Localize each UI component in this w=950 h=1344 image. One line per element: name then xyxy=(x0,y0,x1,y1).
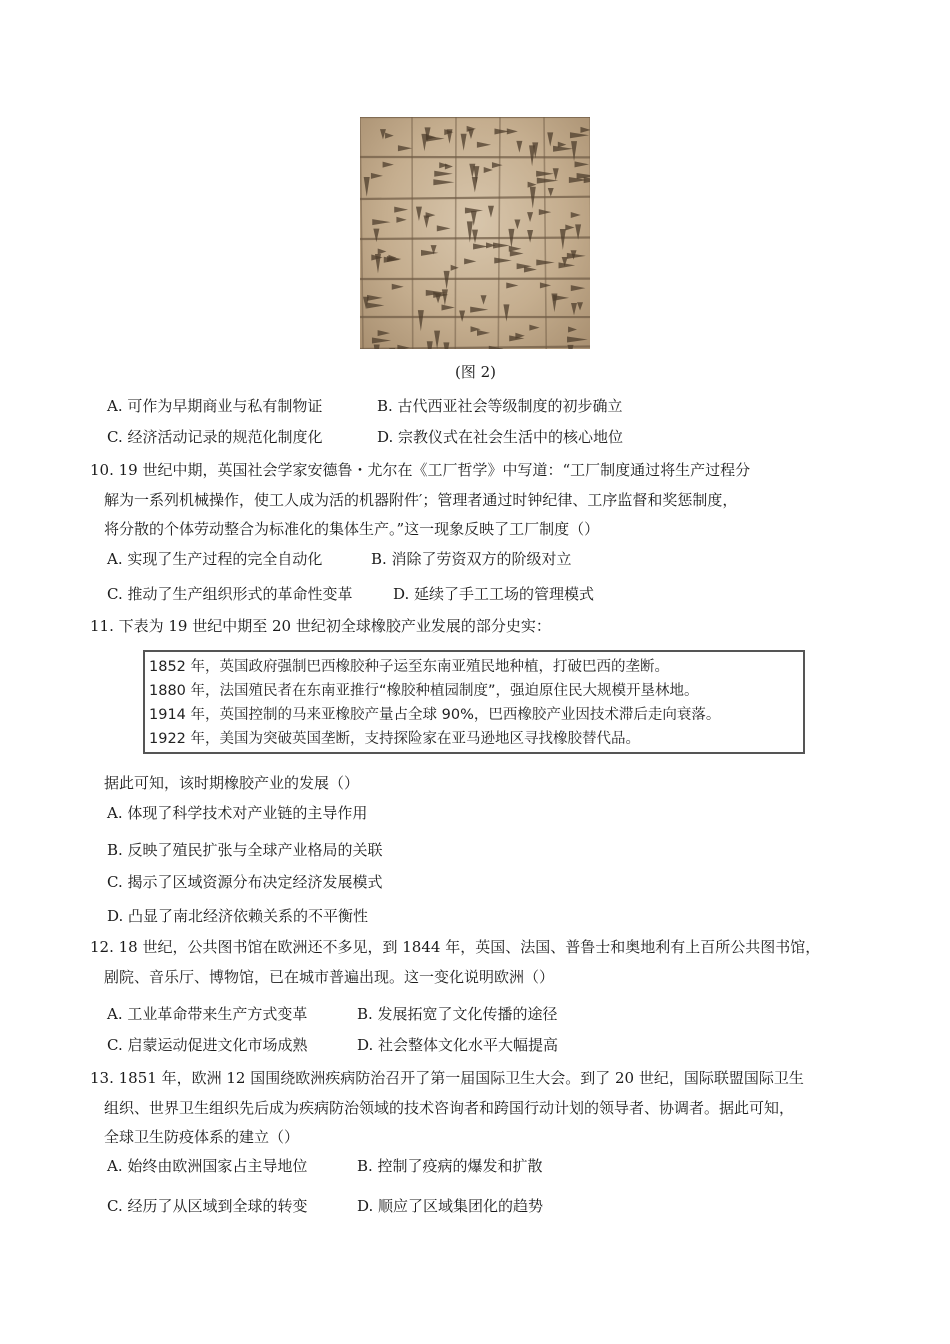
q12-option-b: B. 发展拓宽了文化传播的途径 xyxy=(357,1005,558,1023)
q12-option-c: C. 启蒙运动促进文化市场成熟 xyxy=(107,1036,308,1054)
cuneiform-wedge xyxy=(477,142,491,148)
q13-option-a: A. 始终由欧洲国家占主导地位 xyxy=(107,1157,308,1175)
q12-stem-line2: 剧院、音乐厅、博物馆，已在城市普遍出现。这一变化说明欧洲（） xyxy=(104,968,555,986)
q10-option-d: D. 延续了手工工场的管理模式 xyxy=(393,585,595,603)
cuneiform-wedge xyxy=(494,257,512,263)
cuneiform-wedge xyxy=(472,230,478,244)
cuneiform-wedge xyxy=(527,212,533,222)
cuneiform-wedge xyxy=(514,219,520,229)
q13-stem-line2: 组织、世界卫生组织先后成为疾病防治领域的技术咨询者和跨国行动计划的领导者、协调者。据此可知， xyxy=(104,1099,795,1117)
tablet-column-line xyxy=(455,117,456,349)
tablet-rule-line xyxy=(360,197,590,199)
cuneiform-wedge xyxy=(396,217,406,223)
tablet-column-line xyxy=(498,117,500,349)
cuneiform-wedge xyxy=(568,345,574,349)
tablet-column-line xyxy=(412,117,413,349)
q11-option-a: A. 体现了科学技术对产业链的主导作用 xyxy=(107,804,368,822)
cuneiform-wedge xyxy=(434,331,440,349)
cuneiform-wedge xyxy=(568,326,577,332)
cuneiform-wedge xyxy=(570,132,589,138)
cuneiform-wedge xyxy=(433,179,454,185)
q13-option-d: D. 顺应了区域集团化的趋势 xyxy=(357,1197,544,1215)
q11-stem-line2: 据此可知，该时期橡胶产业的发展（） xyxy=(104,774,360,792)
cuneiform-wedge xyxy=(580,127,590,133)
q13-option-c: C. 经历了从区域到全球的转变 xyxy=(107,1197,308,1215)
cuneiform-wedge xyxy=(503,304,509,321)
cuneiform-wedge xyxy=(461,134,467,151)
cuneiform-wedge xyxy=(558,142,567,148)
cuneiform-wedge xyxy=(372,338,391,344)
cuneiform-wedge xyxy=(548,188,554,196)
q12-stem-line1: 12. 18 世纪，公共图书馆在欧洲还不多见，到 1844 年，英国、法国、普鲁士和奥地利有上百所公共图书馆， xyxy=(90,938,821,956)
cuneiform-wedge xyxy=(380,129,386,139)
cuneiform-wedge xyxy=(571,212,581,218)
cuneiform-wedge xyxy=(392,284,404,290)
q11-stem-line1: 11. 下表为 19 世纪中期至 20 世纪初全球橡胶产业发展的部分史实： xyxy=(90,617,551,635)
cuneiform-wedge xyxy=(477,330,490,336)
cuneiform-wedge xyxy=(551,293,557,312)
q10-stem-line2: 解为一系列机械操作，使工人成为活的机器附件′；管理者通过时钟纪律、工序监督和奖惩制度， xyxy=(104,491,738,509)
cuneiform-wedge xyxy=(371,173,383,179)
q10-stem-line3: 将分散的个体劳动整合为标准化的集体生产。”这一现象反映了工厂制度（） xyxy=(104,520,600,538)
q10-option-c: C. 推动了生产组织形式的革命性变革 xyxy=(107,585,353,603)
cuneiform-wedge xyxy=(493,243,510,249)
cuneiform-wedge xyxy=(528,182,537,188)
cuneiform-wedge xyxy=(567,336,588,342)
cuneiform-wedge xyxy=(442,289,448,305)
cuneiform-wedge xyxy=(571,303,577,315)
q10-option-a: A. 实现了生产过程的完全自动化 xyxy=(107,550,323,568)
cuneiform-wedge xyxy=(373,229,379,243)
cuneiform-wedge xyxy=(567,253,586,259)
q9-option-a: A. 可作为早期商业与私有制物证 xyxy=(107,397,323,415)
cuneiform-wedge xyxy=(524,267,537,273)
cuneiform-wedge xyxy=(426,136,445,142)
cuneiform-wedge xyxy=(367,302,385,308)
q13-option-b: B. 控制了疫病的爆发和扩散 xyxy=(357,1157,543,1175)
cuneiform-wedge xyxy=(385,133,394,139)
rubber-history-table xyxy=(143,650,805,754)
table-row: 1922 年，美国为突破英国垄断，支持探险家在亚马逊地区寻找橡胶替代品。 xyxy=(149,731,641,747)
cuneiform-wedge xyxy=(398,145,412,151)
cuneiform-wedge xyxy=(577,302,583,310)
cuneiform-wedge xyxy=(484,167,493,173)
q9-option-d: D. 宗教仪式在社会生活中的核心地位 xyxy=(377,428,624,446)
cuneiform-wedge xyxy=(372,219,390,225)
tablet-column-line xyxy=(544,117,546,349)
cuneiform-wedge xyxy=(446,129,452,144)
cuneiform-wedge xyxy=(416,207,422,221)
cuneiform-glyphs xyxy=(360,117,590,349)
cuneiform-wedge xyxy=(553,168,559,180)
cuneiform-wedge xyxy=(571,285,586,291)
cuneiform-wedge xyxy=(389,348,395,349)
cuneiform-wedge xyxy=(547,132,553,146)
cuneiform-wedge xyxy=(529,325,539,331)
cuneiform-wedge xyxy=(565,224,574,230)
tablet-column-line xyxy=(360,117,363,349)
cuneiform-wedge xyxy=(510,251,524,257)
cuneiform-wedge xyxy=(481,295,487,304)
cuneiform-wedge xyxy=(468,129,474,139)
cuneiform-wedge xyxy=(516,141,522,153)
figure-caption: (图 2) xyxy=(455,363,497,381)
cuneiform-wedge xyxy=(418,310,424,331)
cuneiform-wedge xyxy=(451,265,459,271)
cuneiform-wedge xyxy=(383,162,394,168)
cuneiform-wedge xyxy=(394,207,408,213)
cuneiform-wedge xyxy=(470,307,488,313)
cuneiform-wedge xyxy=(464,258,476,264)
cuneiform-wedge xyxy=(560,229,566,250)
cuneiform-wedge xyxy=(584,177,590,183)
table-row: 1914 年，英国控制的马来亚橡胶产量占全球 90%，巴西橡胶产业因技术滞后走向衰落。 xyxy=(149,707,721,723)
q10-stem-line1: 10. 19 世纪中期，英国社会学家安德鲁・尤尔在《工厂哲学》中写道：“工厂制度通过将生产过程分 xyxy=(90,461,751,479)
cuneiform-wedge xyxy=(575,161,590,167)
q12-option-d: D. 社会整体文化水平大幅提高 xyxy=(357,1036,559,1054)
cuneiform-wedge xyxy=(367,295,383,301)
q13-stem-line1: 13. 1851 年，欧洲 12 国围绕欧洲疾病防治召开了第一届国际卫生大会。到了 20 世纪，国际联盟国际卫生 xyxy=(90,1069,804,1087)
cuneiform-wedge xyxy=(378,330,390,336)
cuneiform-wedge xyxy=(426,212,436,218)
q10-option-b: B. 消除了劳资双方的阶级对立 xyxy=(371,550,572,568)
cuneiform-wedge xyxy=(441,305,454,311)
cuneiform-wedge xyxy=(559,262,576,268)
q11-option-c: C. 揭示了区域资源分布决定经济发展模式 xyxy=(107,873,383,891)
cuneiform-wedge xyxy=(527,230,533,243)
cuneiform-wedge xyxy=(473,243,488,249)
q12-option-a: A. 工业革命带来生产方式变革 xyxy=(107,1005,308,1023)
q9-option-b: B. 古代西亚社会等级制度的初步确立 xyxy=(377,397,623,415)
cuneiform-wedge xyxy=(378,248,387,254)
cuneiform-wedge xyxy=(537,178,559,184)
cuneiform-wedge xyxy=(492,162,503,168)
cuneiform-tablet-image xyxy=(360,117,590,349)
cuneiform-wedge xyxy=(488,206,494,218)
cuneiform-wedge xyxy=(421,250,438,256)
cuneiform-wedge xyxy=(467,221,473,242)
cuneiform-wedge xyxy=(553,146,573,152)
q9-option-c: C. 经济活动记录的规范化制度化 xyxy=(107,428,323,446)
cuneiform-wedge xyxy=(364,177,370,197)
q11-option-b: B. 反映了殖民扩张与全球产业格局的关联 xyxy=(107,841,383,859)
cuneiform-wedge xyxy=(506,282,518,288)
cuneiform-wedge xyxy=(437,225,451,231)
q11-option-d: D. 凸显了南北经济依赖关系的不平衡性 xyxy=(107,907,369,925)
cuneiform-wedge xyxy=(434,171,453,177)
q13-stem-line3: 全球卫生防疫体系的建立（） xyxy=(104,1128,300,1146)
table-row: 1852 年，英国政府强制巴西橡胶种子运至东南亚殖民地种植，打破巴西的垄断。 xyxy=(149,659,670,675)
cuneiform-wedge xyxy=(507,128,518,134)
cuneiform-wedge xyxy=(374,345,380,349)
table-row: 1880 年，法国殖民者在东南亚推行“橡胶种植园制度”，强迫原住民大规模开垦林地。 xyxy=(149,683,699,699)
cuneiform-wedge xyxy=(444,271,450,290)
